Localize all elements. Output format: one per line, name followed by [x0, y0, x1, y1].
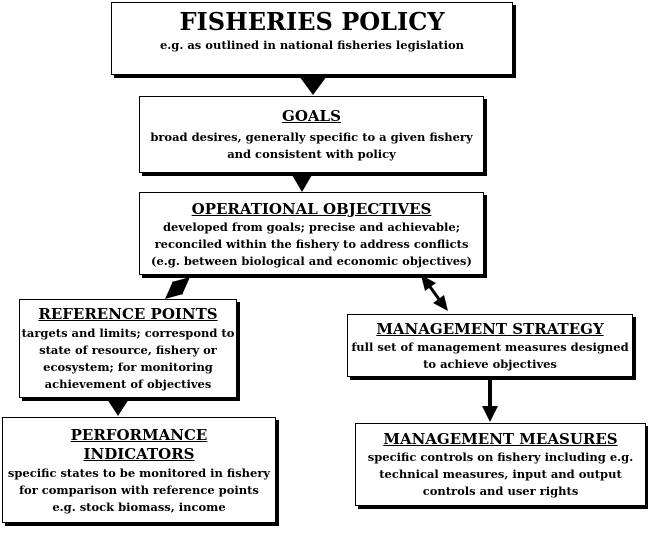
- fisheries-policy-box: [111, 2, 513, 75]
- reference-points-title: REFERENCE POINTS: [38, 305, 218, 323]
- arrow-policy-to-goals: [299, 76, 327, 95]
- reference-points-box: [19, 299, 237, 398]
- management-measures-description-line: specific controls on fishery including e.g.: [367, 450, 634, 464]
- management-measures-description-line: technical measures, input and output: [379, 467, 622, 481]
- performance-indicators-title-line: INDICATORS: [83, 445, 195, 463]
- performance-indicators-box: [2, 417, 276, 523]
- reference-points-description-line: state of resource, fishery or: [39, 343, 217, 357]
- operational-objectives-title: OPERATIONAL OBJECTIVES: [191, 200, 432, 218]
- management-measures-box: [355, 423, 646, 506]
- performance-indicators-description-line: specific states to be monitored in fishery: [7, 466, 271, 480]
- reference-points-description-line: achievement of objectives: [44, 377, 212, 391]
- management-measures-description-line: controls and user rights: [422, 484, 579, 498]
- management-strategy-box: [347, 314, 633, 377]
- operational-objectives-description-line: (e.g. between biological and economic objectives): [151, 254, 472, 268]
- management-strategy-description-line: full set of management measures designed: [351, 340, 629, 354]
- performance-indicators-description-line: e.g. stock biomass, income: [52, 500, 226, 514]
- goals-description-line: broad desires, generally specific to a given fishery: [150, 130, 473, 144]
- arrow-objectives-reference-points: [165, 277, 190, 299]
- arrow-objectives-management-strategy: [421, 275, 448, 311]
- management-strategy-title: MANAGEMENT STRATEGY: [376, 320, 604, 338]
- reference-points-description-line: ecosystem; for monitoring: [43, 360, 213, 374]
- fisheries-policy-description: e.g. as outlined in national fisheries legislation: [159, 38, 465, 52]
- arrow-strategy-to-measures: [482, 377, 498, 422]
- goals-title: GOALS: [282, 107, 341, 125]
- arrow-goals-to-objectives: [292, 175, 312, 192]
- goals-description-line: and consistent with policy: [227, 147, 396, 161]
- performance-indicators-description-line: for comparison with reference points: [19, 483, 259, 497]
- operational-objectives-description-line: developed from goals; precise and achievable;: [163, 220, 460, 234]
- management-strategy-description-line: to achieve objectives: [423, 357, 557, 371]
- operational-objectives-description-line: reconciled within the fishery to address conflicts: [154, 237, 469, 251]
- goals-box: [139, 96, 484, 173]
- fisheries-policy-title: FISHERIES POLICY: [179, 7, 445, 36]
- reference-points-description-line: targets and limits; correspond to: [21, 326, 235, 340]
- arrow-reference-to-indicators: [107, 399, 129, 416]
- management-measures-title: MANAGEMENT MEASURES: [383, 430, 618, 448]
- operational-objectives-box: [139, 192, 484, 275]
- performance-indicators-title-line: PERFORMANCE: [70, 426, 208, 444]
